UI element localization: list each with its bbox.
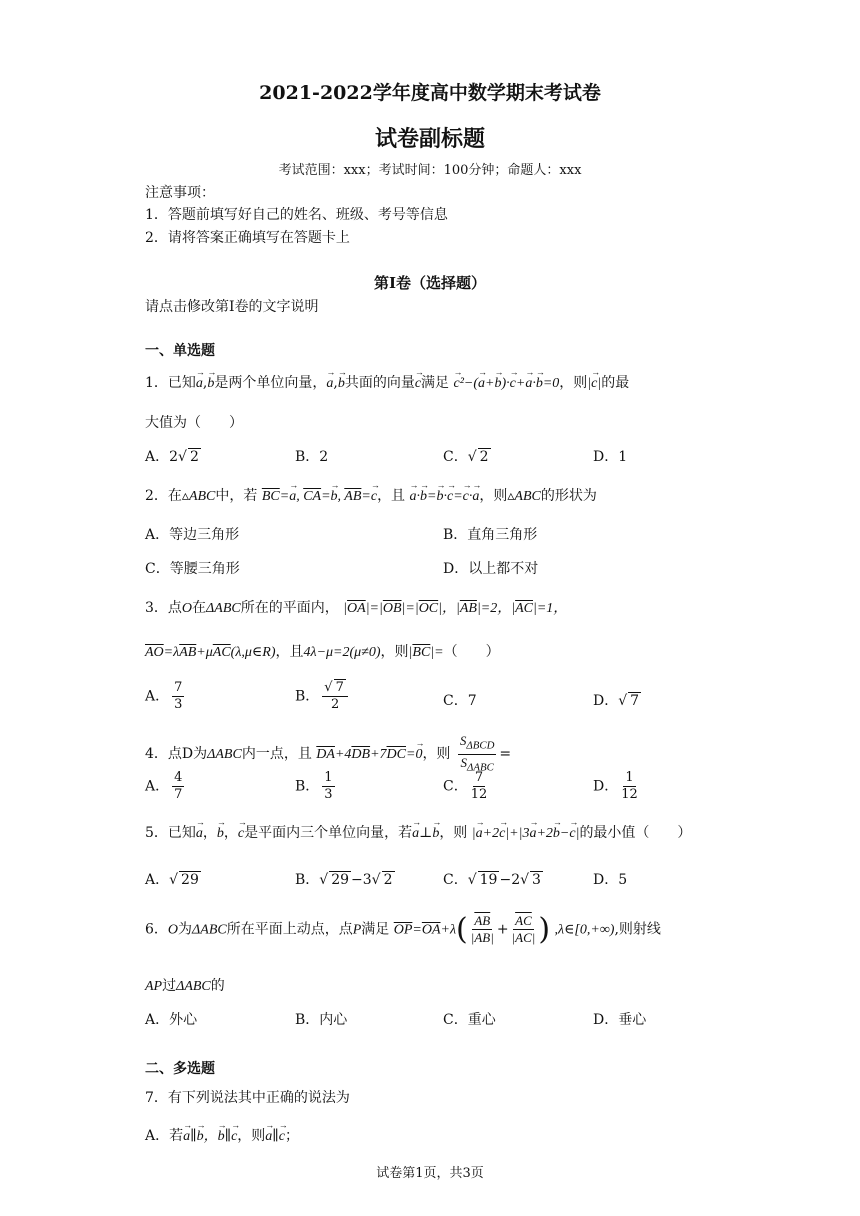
exam-info: 考试范围：xxx；考试时间：100分钟；命题人：xxx — [278, 163, 582, 178]
q5-option-b: B．√ 29 −3√ 2 — [295, 872, 393, 888]
exam-title: 2021-2022学年度高中数学期末考试卷 — [259, 82, 601, 104]
q3-option-d: D．√ 7 — [593, 693, 640, 709]
q1-option-c: C．√ 2 — [443, 449, 489, 465]
question-6: 6．O为ΔABC所在平面上动点，点P满足 $\overline{OP}=\overline{OA}+\lambda$( $\frac{\overline{AB}}{|\overline{AB}|}$ + $\frac{\overline{AC}}{|\overline{AC}|}$ ) ,λ∈[0,+∞),则射线 — [145, 912, 661, 947]
question-4: 4．点D为ΔABC内一点，且 $\overline{DA}+4\overline{DB}+7\overline{DC}=\to 0$，则 $\frac{S_{\Delta BCD}}{S_{\Delta ABC}}$ = — [145, 733, 511, 775]
note-item-2: 2．请将答案正确填写在答题卡上 — [145, 230, 350, 246]
q6-option-b: B．内心 — [295, 1012, 348, 1028]
q7-option-a: A．若→ a∥→ b，→ b∥→ c，则→ a∥→ c； — [145, 1125, 299, 1145]
exam-subtitle: 试卷副标题 — [374, 126, 485, 152]
q4-option-a: A． $\frac{4}{7}$ — [145, 770, 183, 802]
page-footer: 试卷第1页，共3页 — [376, 1166, 484, 1181]
q4-option-b: B． $\frac{1}{3}$ — [295, 770, 333, 802]
question-1-cont: 大值为（ ） — [145, 415, 243, 431]
q3-option-c: C．7 — [443, 693, 477, 709]
q2-option-d: D．以上都不对 — [443, 561, 539, 577]
q2-option-c: C．等腰三角形 — [145, 561, 240, 577]
q6-option-c: C．重心 — [443, 1012, 496, 1028]
q6-option-a: A．外心 — [145, 1012, 198, 1028]
q4-option-d: D． $\frac{1}{12}$ — [593, 770, 638, 802]
question-7: 7．有下列说法其中正确的说法为 — [145, 1090, 350, 1106]
section-single-choice: 一、单选题 — [145, 343, 215, 359]
section-multi-choice: 二、多选题 — [145, 1061, 215, 1077]
question-5: 5．已知→ a，→ b，→ c是平面内三个单位向量，若→ a⊥→ b，则 |→ a+2→ c|+|3→ a+2→ b−→ c|的最小值（ ） — [145, 822, 691, 842]
q1-option-b: B．2 — [295, 449, 329, 465]
volume-title: 第I卷（选择题） — [373, 274, 487, 292]
volume-desc: 请点击修改第I卷的文字说明 — [145, 299, 319, 315]
question-6-cont: AP过ΔABC的 — [145, 978, 225, 994]
q5-option-a: A．√ 29 — [145, 872, 199, 888]
q6-option-d: D．垂心 — [593, 1012, 647, 1028]
q2-option-a: A．等边三角形 — [145, 527, 240, 543]
note-item-1: 1．答题前填写好自己的姓名、班级、考号等信息 — [145, 207, 448, 223]
q1-option-d: D．1 — [593, 449, 628, 465]
q5-option-c: C．√ 19 −2√ 3 — [443, 872, 541, 888]
q2-option-b: B．直角三角形 — [443, 527, 538, 543]
question-1: 1．已知→ a,→ b是两个单位向量，→ a,→ b共面的向量→ c满足 → c²−(→ a+→ b)·→ c+→ a·→ b=0，则|→ c|的最 — [145, 372, 629, 392]
question-3: 3．点O在ΔABC所在的平面内， $|\overline{OA}|=|\overline{OB}|=|\overline{OC}|$，$|\overline{AB}|=2$，$|\overline{AC}|=1$， — [145, 600, 568, 616]
q5-option-d: D．5 — [593, 872, 628, 888]
question-2: 2．在▵ABC中，若 $\overline{BC}=\to a$, $\overline{CA}=\to b$, $\overline{AB}=\to c$，且 → a·→ b=→ b·→ c=→ c·→ a，则▵ABC的形状为 — [145, 485, 597, 505]
q4-option-c: C． $\frac{7}{12}$ — [443, 770, 488, 802]
q3-option-b: B． $\frac{√ 7}{2}$ — [295, 680, 351, 713]
notes-heading: 注意事项： — [145, 185, 215, 201]
q3-option-a: A． $\frac{7}{3}$ — [145, 680, 183, 712]
q1-option-a: A．2√ 2 — [145, 449, 199, 465]
question-3-cont: $\overline{AO}=\lambda\overline{AB}+\mu\overline{AC}(\lambda,\mu\in R)$，且4λ−μ=2(μ≠0)，则$|\overline{BC}|=$（ ） — [145, 644, 500, 660]
